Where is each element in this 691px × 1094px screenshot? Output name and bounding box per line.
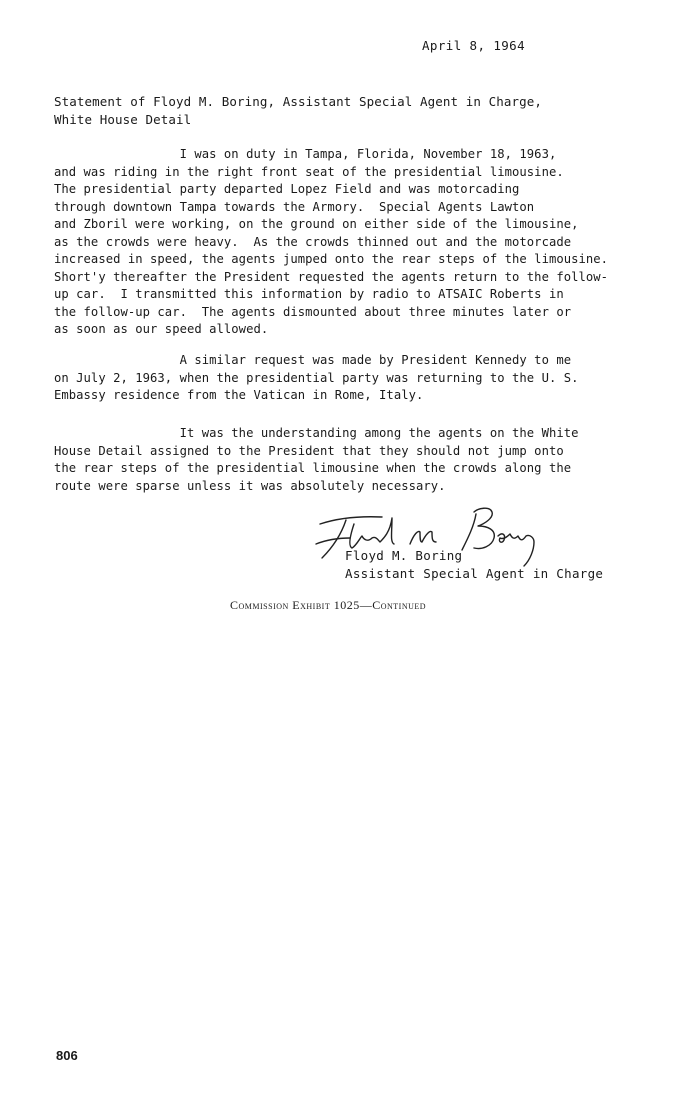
text-line: route were sparse unless it was absolutely necessary. bbox=[54, 478, 446, 493]
text-line: and Zboril were working, on the ground on either side of the limousine, bbox=[54, 217, 579, 231]
paragraph-understanding bbox=[54, 425, 654, 495]
page-number: 806 bbox=[56, 1048, 78, 1063]
text-line: on July 2, 1963, when the presidential party was returning to the U. S. bbox=[54, 370, 579, 385]
text-line: Short'y thereafter the President requested the agents return to the follow- bbox=[54, 269, 609, 284]
text-line: and was riding in the right front seat of the presidential limousine. bbox=[54, 164, 564, 179]
paragraph-tampa bbox=[54, 146, 654, 339]
heading-line: White House Detail bbox=[54, 112, 192, 127]
exhibit-caption: Commission Exhibit 1025—Continued bbox=[230, 598, 427, 612]
heading-line: Statement of Floyd M. Boring, Assistant Special Agent in Charge, bbox=[54, 94, 543, 109]
statement-heading bbox=[54, 93, 542, 129]
text-line: The presidential party departed Lopez Field and was motorcading bbox=[54, 182, 520, 196]
text-line: as the crowds were heavy. As the crowds thinned out and the motorcade bbox=[54, 234, 572, 249]
text-line: House Detail assigned to the President that they should not jump onto bbox=[54, 443, 564, 458]
text-line: increased in speed, the agents jumped onto the rear steps of the limousine. bbox=[54, 252, 609, 266]
text-line: through downtown Tampa towards the Armory. Special Agents Lawton bbox=[54, 199, 535, 214]
text-line: Embassy residence from the Vatican in Rome, Italy. bbox=[54, 388, 424, 402]
text-line: A similar request was made by President Kennedy to me bbox=[54, 353, 572, 367]
text-line: It was the understanding among the agents on the White bbox=[54, 426, 579, 440]
paragraph-rome bbox=[54, 352, 654, 405]
text-line: as soon as our speed allowed. bbox=[54, 322, 269, 336]
text-line: the follow-up car. The agents dismounted about three minutes later or bbox=[54, 304, 572, 319]
signer-name: Floyd M. Boring bbox=[345, 548, 463, 563]
text-line: I was on duty in Tampa, Florida, November 18, 1963, bbox=[54, 147, 557, 161]
signer-title: Assistant Special Agent in Charge bbox=[345, 566, 604, 581]
statement-date: April 8, 1964 bbox=[422, 38, 526, 53]
text-line: the rear steps of the presidential limousine when the crowds along the bbox=[54, 461, 572, 475]
text-line: up car. I transmitted this information by radio to ATSAIC Roberts in bbox=[54, 287, 564, 301]
